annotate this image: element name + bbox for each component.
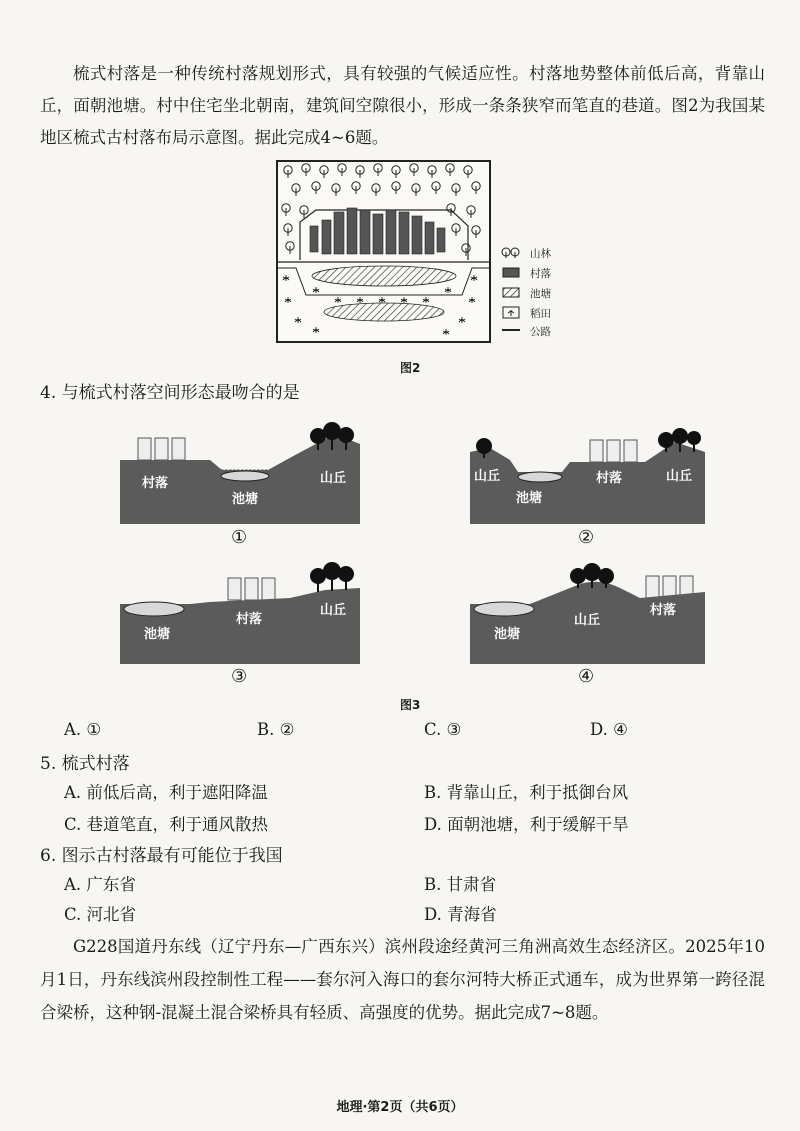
diagram-1 — [120, 422, 360, 524]
diagram-3-pond-label: 池塘 — [144, 627, 171, 642]
diagram-4-hill-label: 山丘 — [574, 613, 601, 628]
question-5-stem: 5. 梳式村落 — [40, 754, 130, 774]
diagram-1-pond-label: 池塘 — [232, 492, 259, 507]
diagram-4-pond-label: 池塘 — [494, 627, 521, 642]
diagram-2-pond-label: 池塘 — [516, 491, 543, 506]
diagram-4-number: ④ — [578, 666, 595, 687]
diagram-2-hill-left-label: 山丘 — [474, 469, 501, 484]
question-6-option-d[interactable]: D. 青海省 — [424, 905, 497, 924]
question-6-stem: 6. 图示古村落最有可能位于我国 — [40, 846, 283, 866]
diagram-1-village-label: 村落 — [142, 476, 169, 491]
legend-village: 村落 — [530, 268, 551, 280]
question-5-option-a[interactable]: A. 前低后高，利于遮阳降温 — [64, 783, 268, 802]
diagram-4 — [470, 562, 705, 664]
question-6-option-c[interactable]: C. 河北省 — [64, 905, 137, 924]
question-5-option-d[interactable]: D. 面朝池塘，利于缓解干旱 — [424, 815, 629, 834]
figure-3-caption: 图3 — [400, 698, 421, 712]
diagram-3-number: ③ — [231, 666, 248, 687]
question-4-option-b[interactable]: B. ② — [257, 720, 295, 739]
page-footer: 地理·第2页（共6页） — [336, 1100, 464, 1115]
diagram-2-village-label: 村落 — [596, 471, 623, 486]
question-5-option-c[interactable]: C. 巷道笔直，利于通风散热 — [64, 815, 269, 834]
question-4-option-a[interactable]: A. ① — [64, 720, 102, 739]
figure-2-village-layout — [276, 160, 491, 343]
figure-2-caption: 图2 — [400, 361, 421, 375]
diagram-2-hill-label: 山丘 — [666, 469, 693, 484]
figure-2-legend-icons — [499, 244, 529, 336]
legend-road: 公路 — [530, 326, 551, 338]
legend-forest: 山林 — [530, 248, 551, 260]
question-4-option-d[interactable]: D. ④ — [590, 720, 628, 739]
legend-pond: 池塘 — [530, 288, 551, 300]
diagram-2 — [470, 422, 705, 524]
diagram-3-hill-label: 山丘 — [320, 603, 347, 618]
question-6-option-a[interactable]: A. 广东省 — [64, 875, 136, 894]
diagram-4-village-label: 村落 — [650, 603, 677, 618]
intro-paragraph-2: G228国道丹东线（辽宁丹东—广西东兴）滨州段途经黄河三角洲高效生态经济区。2025年10月1日，丹东线滨州段控制性工程——套尔河入海口的套尔河特大桥正式通车，成为世界第一跨径混合梁桥，这种钢-混凝土混合梁桥具有轻质、高强度的优势。据此完成7~8题。 — [40, 937, 765, 1022]
question-4-stem: 4. 与梳式村落空间形态最吻合的是 — [40, 383, 300, 403]
legend-paddy: 稻田 — [530, 308, 551, 320]
diagram-3-village-label: 村落 — [236, 612, 263, 627]
question-4-option-c[interactable]: C. ③ — [424, 720, 462, 739]
diagram-2-number: ② — [578, 527, 595, 548]
question-5-option-b[interactable]: B. 背靠山丘，利于抵御台风 — [424, 783, 629, 802]
diagram-1-hill-label: 山丘 — [320, 471, 347, 486]
diagram-1-number: ① — [231, 527, 248, 548]
intro-paragraph-1: 梳式村落是一种传统村落规划形式，具有较强的气候适应性。村落地势整体前低后高，背靠山丘，面朝池塘。村中住宅坐北朝南，建筑间空隙很小，形成一条条狭窄而笔直的巷道。图2为我国某地区梳式古村落布局示意图。据此完成4~6题。 — [40, 64, 765, 147]
diagram-3 — [120, 562, 360, 664]
question-6-option-b[interactable]: B. 甘肃省 — [424, 875, 497, 894]
